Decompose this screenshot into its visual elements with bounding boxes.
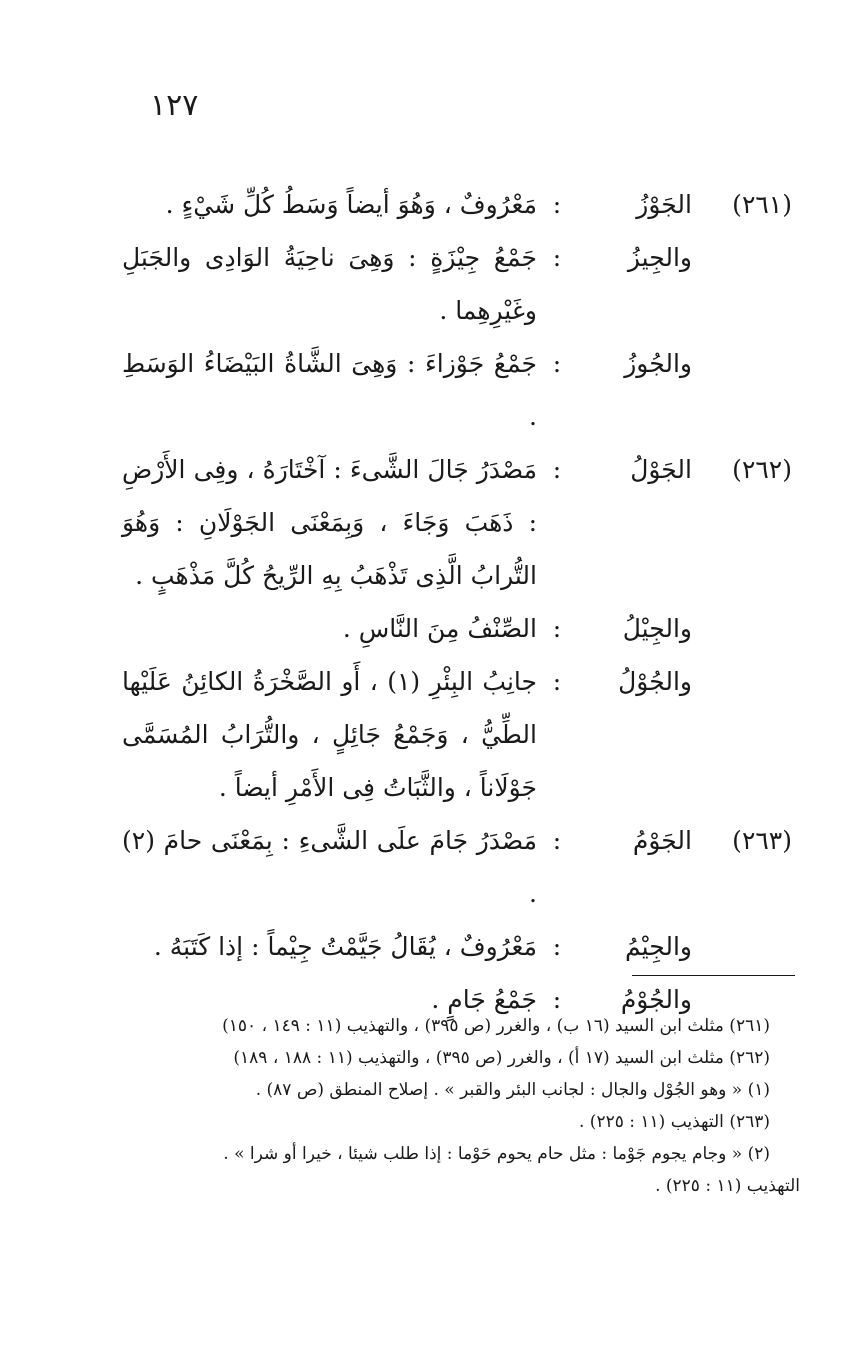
definition: مَعْرُوفٌ ، وَهُوَ أيضاً وَسَطُ كُلِّ شَيْءٍ .	[165, 190, 537, 219]
entry	[120, 920, 792, 973]
colon-separator: :	[552, 455, 562, 484]
page-number: ١٢٧	[150, 88, 199, 123]
footnote: (٢٦٣) التهذيب (١١ : ٢٢٥) .	[578, 1112, 770, 1132]
footnote: (٢٦٢) مثلث ابن السيد (١٧ أ) ، والغرر (ص ٣٩٥) ، والتهذيب (١١ : ١٨٨ ، ١٨٩)	[233, 1048, 770, 1068]
definition: مَعْرُوفٌ ، يُقَالُ جَيَّمْتُ جِيْماً : إذا كَتَبَهُ .	[153, 932, 537, 961]
definition: جَمْعُ جَوْزاءَ : وَهِىَ الشَّاةُ البَيْضَاءُ الوَسَطِ .	[122, 349, 537, 431]
colon-separator: :	[552, 243, 562, 272]
entry-number: (٢٦٣)	[732, 826, 792, 855]
definition: الصِّنْفُ مِنَ النَّاسِ .	[342, 614, 537, 643]
colon-separator: :	[552, 932, 562, 961]
colon-separator: :	[552, 985, 562, 1014]
entry	[120, 655, 792, 814]
headword: الجَوْزُ	[636, 190, 692, 219]
colon-separator: :	[552, 190, 562, 219]
colon-separator: :	[552, 826, 562, 855]
entry	[120, 602, 792, 655]
footnote-divider	[632, 975, 795, 976]
headword: والجُوْمُ	[620, 985, 692, 1014]
headword: والجُوْلُ	[618, 667, 692, 696]
headword: الجَوْمُ	[632, 826, 692, 855]
headword: والجِيزُ	[627, 243, 692, 272]
colon-separator: :	[552, 667, 562, 696]
dictionary-entries	[120, 178, 792, 1026]
entry	[120, 814, 792, 920]
headword: والجِيْلُ	[622, 614, 692, 643]
entry	[120, 337, 792, 443]
entry	[120, 231, 792, 337]
colon-separator: :	[552, 614, 562, 643]
footnote: (٢) « وجام يجوم جَوْما : مثل حام يحوم حَوْما : إذا طلب شيئا ، خيرا أو شرا » .	[223, 1144, 770, 1164]
definition: جَمْعُ جِيْزَةٍ : وَهِىَ ناحِيَةُ الوَادِى والجَبَلِ وغَيْرِهِما .	[122, 243, 537, 325]
headword: والجُوزُ	[624, 349, 692, 378]
headword: والجِيْمُ	[625, 932, 692, 961]
definition: مَصْدَرُ جَالَ الشَّىءَ : آخْتَارَهُ ، وفِى الأَرْضِ : ذَهَبَ وَجَاءَ ، وَبِمَعْنَى الجَوْلَانِ : وَهُوَ التُّرابُ الَّذِى تَذْهَبُ بِهِ الرِّيحُ كُلَّ مَذْهَبٍ .	[122, 455, 537, 590]
footnote: (٢٦١) مثلث ابن السيد (١٦ ب) ، والغرر (ص ٣٩٥) ، والتهذيب (١١ : ١٤٩ ، ١٥٠)	[222, 1016, 770, 1036]
definition: جانِبُ البِئْرِ (١) ، أَو الصَّخْرَةُ الكائِنُ عَلَيْها الطِّيُّ ، وَجَمْعُ جَائِلٍ ، والتُّرَابُ المُسَمَّى جَوْلَاناً ، والثَّبَاتُ فِى الأَمْرِ أيضاً .	[122, 667, 538, 802]
footnote-continuation: التهذيب (١١ : ٢٢٥) .	[655, 1176, 800, 1196]
definition: جَمْعُ جَامٍ .	[431, 985, 537, 1014]
entry-number: (٢٦٢)	[732, 455, 792, 484]
footnote: (١) « وهو الجُوْل والجال : لجانب البئر والقبر » . إصلاح المنطق (ص ٨٧) .	[255, 1080, 770, 1100]
entry	[120, 178, 792, 231]
colon-separator: :	[552, 349, 562, 378]
headword: الجَوْلُ	[630, 455, 692, 484]
definition: مَصْدَرُ جَامَ علَى الشَّىءِ : بِمَعْنَى حامَ (٢) .	[122, 826, 537, 908]
entry-number: (٢٦١)	[732, 190, 792, 219]
footnotes	[105, 1010, 800, 1202]
entry	[120, 443, 792, 602]
